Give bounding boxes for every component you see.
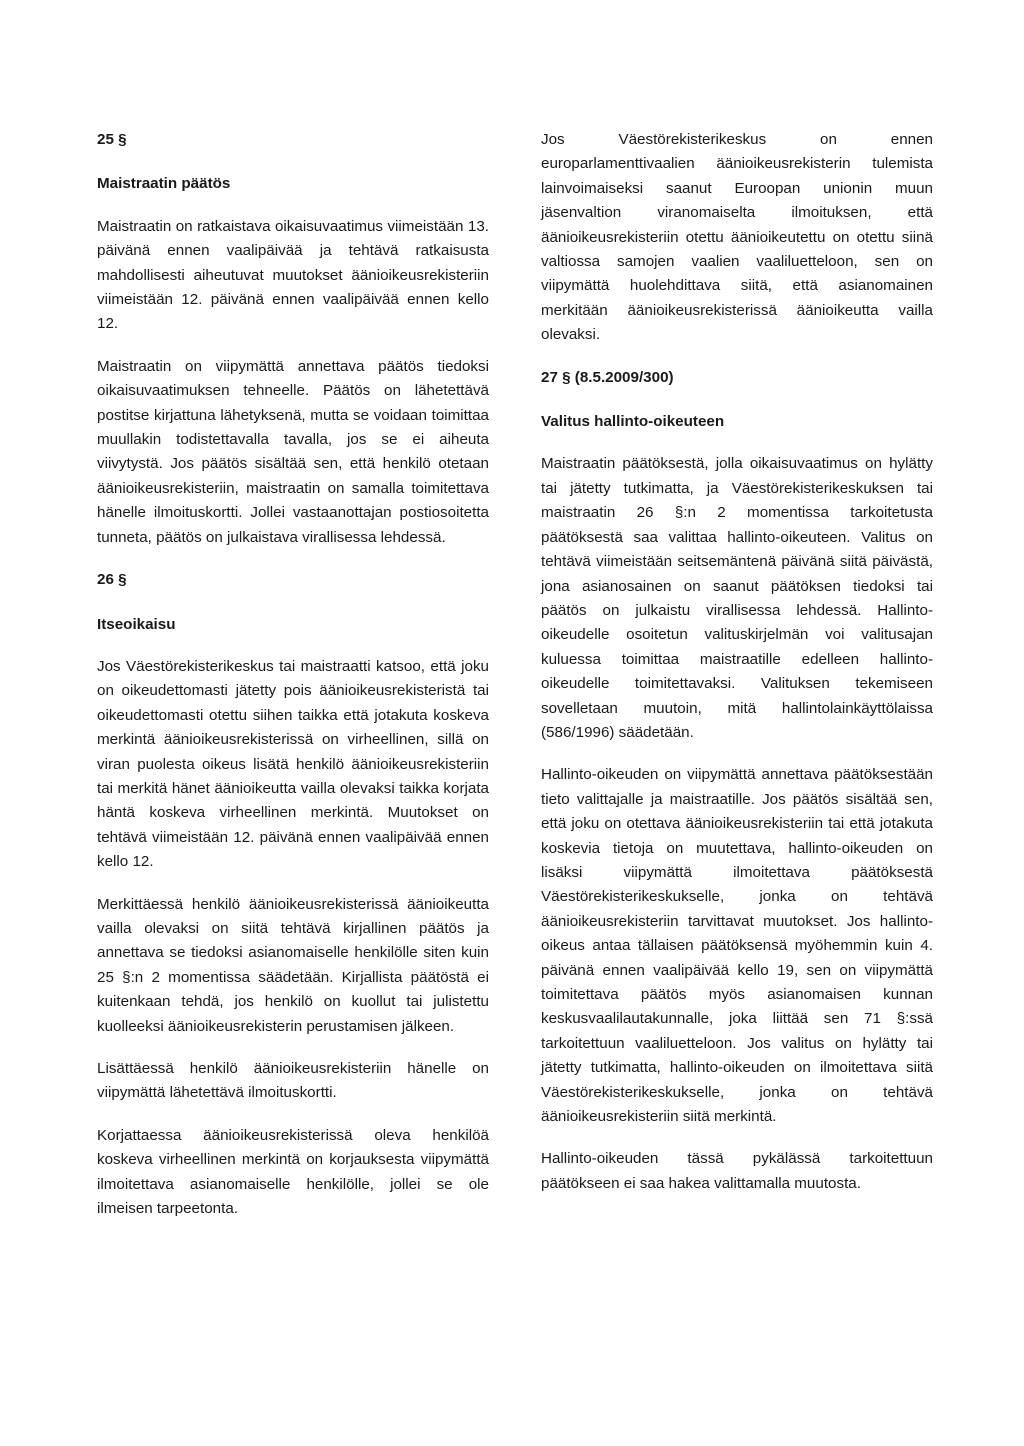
section-26-paragraph-3: Lisättäessä henkilö äänioikeusrekisteriin hänelle on viipymättä lähetettävä ilmoituskortti.: [97, 1060, 489, 1102]
section-25-title: Maistraatin päätös: [97, 175, 231, 193]
section-25-paragraph-1: Maistraatin on ratkaistava oikaisuvaatimus viimeistään 13. päivänä ennen vaalipäivää ja tehtävä ratkaisusta mahdollisesti aiheutuvat muutokset äänioikeusrekisteriin viimeistään 12. päivänä ennen vaalipäivää ennen kello 12.: [97, 217, 489, 333]
section-27-paragraph-2: Hallinto-oikeuden on viipymättä annettava päätöksestään tieto valittajalle ja maistraatille. Jos päätös sisältää sen, että joku on otettava äänioikeusrekisteriin tai että jotakuta koskevia tietoja on muutettava, hallinto-oikeuden on lisäksi viipymättä ilmoitettava päätöksestä Väestörekisterikeskukselle, jonka on tehtävä äänioikeusrekisteriin tarvittavat muutokset. Jos hallinto-oikeus antaa tällaisen päätöksensä myöhemmin kuin 4. päivänä ennen vaalipäivää kello 19, sen on viipymättä toimitettava päätös myös asianomaisen kunnan keskusvaalilautakunnalle, joka liittää sen 71 §:ssä tarkoitettuun vaaliluetteloon. Jos valitus on hylätty tai jätetty tutkimatta, hallinto-oikeuden on ilmoitettava siitä Väestörekisterikeskukselle, jonka on tehtävä äänioikeusrekisteriin siitä merkintä.: [541, 766, 933, 1126]
section-27-paragraph-3: Hallinto-oikeuden tässä pykälässä tarkoitettuun päätökseen ei saa hakea valittamalla muutosta.: [541, 1150, 933, 1192]
section-26-paragraph-1: Jos Väestörekisterikeskus tai maistraatti katsoo, että joku on oikeudettomasti jätetty pois äänioikeusrekisteristä tai oikeudettomasti otettu siihen taikka että jotakuta koskeva merkintä äänioikeusrekisterissä on virheellinen, sillä on viran puolesta oikeus lisätä henkilö äänioikeusrekisteriin tai merkitä hänet äänioikeutta vailla olevaksi taikka korjata häntä koskeva virheellinen merkintä. Muutokset on tehtävä viimeistään 12. päivänä ennen vaalipäivää ennen kello 12.: [97, 657, 489, 871]
section-27-title: Valitus hallinto-oikeuteen: [541, 413, 725, 431]
section-26-paragraph-2: Merkittäessä henkilö äänioikeusrekisterissä äänioikeutta vailla olevaksi on siitä tehtävä kirjallinen päätös ja annettava se tiedoksi asianomaiselle henkilölle siten kuin 25 §:n 2 momentissa säädetään. Kirjallista päätöstä ei kuitenkaan tehdä, jos henkilö on kuollut tai julistettu kuolleeksi äänioikeusrekisterin perustamisen jälkeen.: [97, 895, 489, 1035]
section-25-paragraph-2: Maistraatin on viipymättä annettava päätös tiedoksi oikaisuvaatimuksen tehneelle. Päätös on lähetettävä postitse kirjattuna lähetyksenä, mutta se voidaan toimittaa muullakin todistettavalla tavalla, jos se ei aiheuta viivytystä. Jos päätös sisältää sen, että henkilö otetaan äänioikeusrekisteriin, maistraatin on samalla toimitettava hänelle ilmoituskortti. Jollei vastaanottajan postiosoitetta tunneta, päätös on julkaistava virallisessa lehdessä.: [97, 357, 489, 546]
section-26-number: 26 §: [97, 571, 127, 589]
section-27-number: 27 § (8.5.2009/300): [541, 368, 674, 386]
left-column: [97, 128, 489, 1239]
section-27-paragraph-1: Maistraatin päätöksestä, jolla oikaisuvaatimus on hylätty tai jätetty tutkimatta, ja Väestörekisterikeskuksen tai maistraatin 26 §:n 2 momentissa tarkoitetusta päätöksestä saa valittaa hallinto-oikeuteen. Valitus on tehtävä viimeistään seitsemäntenä päivänä siitä päivästä, jona asianosainen on saanut päätöksen tiedoksi tai päätös on julkaistu virallisessa lehdessä. Hallinto-oikeudelle osoitetun valituskirjelmän voi valitusajan kuluessa toimittaa maistraatille edelleen hallinto-oikeudelle toimitettavaksi. Valituksen tekemiseen sovelletaan muutoin, mitä hallintolainkäyttölaissa (586/1996) säädetään.: [541, 455, 933, 741]
intro-paragraph: Jos Väestörekisterikeskus on ennen europarlamenttivaalien äänioikeusrekisterin tulemista lainvoimaiseksi saanut Euroopan unionin muun jäsenvaltion viranomaiselta ilmoituksen, että äänioikeusrekisteriin otettu äänioikeutettu on otettu siinä valtiossa samojen vaalien vaaliluetteloon, sen on viipymättä huolehdittava siitä, että asianomainen merkitään äänioikeusrekisterissä äänioikeutta vailla olevaksi.: [541, 131, 933, 344]
section-26-paragraph-4: Korjattaessa äänioikeusrekisterissä oleva henkilöä koskeva virheellinen merkintä on korjauksesta viipymättä ilmoitettava asianomaiselle henkilölle, jollei se ole ilmeisen tarpeetonta.: [97, 1126, 489, 1218]
section-26-title: Itseoikaisu: [97, 615, 176, 633]
section-25-number: 25 §: [97, 131, 127, 148]
right-column: [541, 128, 933, 1214]
